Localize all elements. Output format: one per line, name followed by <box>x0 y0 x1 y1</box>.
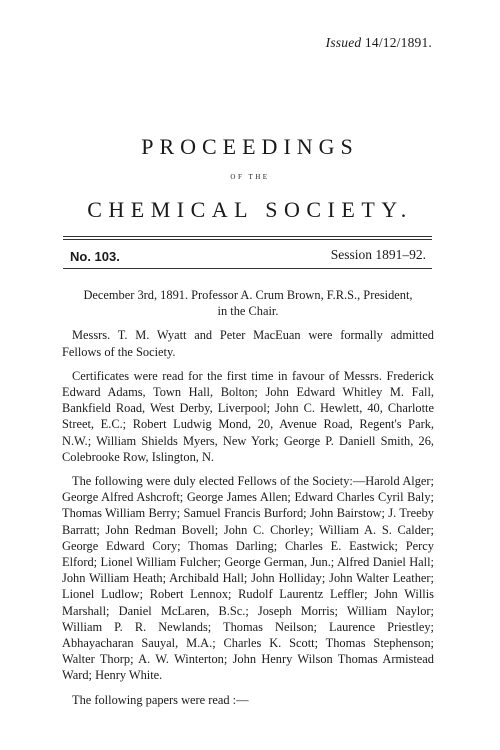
admitted-paragraph: Messrs. T. M. Wyatt and Peter MacEuan were formally admitted Fellows of the Society. <box>62 328 434 359</box>
meeting-line-2: in the Chair. <box>217 304 279 319</box>
bottom-rule <box>63 268 432 269</box>
proceedings-body <box>62 287 434 716</box>
issued-date-line <box>326 35 432 51</box>
meeting-line-1: December 3rd, 1891. Professor A. Crum Brown, F.R.S., President, <box>83 288 413 302</box>
journal-title: PROCEEDINGS <box>141 134 359 159</box>
session-label: Session 1891–92. <box>330 247 426 262</box>
top-double-rule-lower <box>63 239 432 240</box>
meeting-heading <box>62 287 434 319</box>
issued-date: 14/12/1891. <box>364 35 432 50</box>
society-name: CHEMICAL SOCIETY. <box>87 197 413 222</box>
papers-read-paragraph: The following papers were read :— <box>72 692 249 707</box>
certificates-paragraph: Certificates were read for the first time in favour of Messrs. Frederick Edward Adams, Town Hall, Bolton; John Edward Whitley M. Fall, Bankfield Road, West Derby, Liverpool; John C. Hewlett, 40, Charlotte Street, E.C.; Robert Ludwig Mond, 20, Avenue Road, Regent's Park, N.W.; William Shields Myers, New York; George P. Daniell Smith, 26, Colebrooke Row, Islington, N. <box>62 368 434 464</box>
issue-number: No. 103. <box>70 249 120 264</box>
top-double-rule-upper <box>63 236 432 237</box>
journal-title-connector: OF THE <box>230 173 270 181</box>
elected-paragraph: The following were duly elected Fellows of the Society:—Harold Alger; George Alfred Ashcroft; George James Allen; Edward Charles Cyril Baly; Thomas William Berry; Samuel Francis Burford; John Bairstow; J. Treeby Barratt; John Redman Bovell; John C. Chorley; William A. S. Calder; George Edward Cory; Thomas Darling; Charles E. Eastwick; Percy Elford; Lionel William Fulcher; George German, Jun.; Alfred Daniel Hall; John William Heath; Archibald Hall; John Holliday; John Walter Leather; Lionel Ludlow; Robert Lennox; Rudolf Laurentz Leffler; John Willis Marshall; Daniel McLaren, B.Sc.; Joseph Morris; William Naylor; William P. R. Newlands; Thomas Neilson; Laurence Priestley; Abhayacharan Sauyal, M.A.; Charles K. Scott; Thomas Stephenson; Walter Thorp; A. W. Winterton; John Henry Wilson Thomas Armistead Ward; Henry White. <box>62 474 434 683</box>
issued-label: Issued <box>325 35 362 50</box>
